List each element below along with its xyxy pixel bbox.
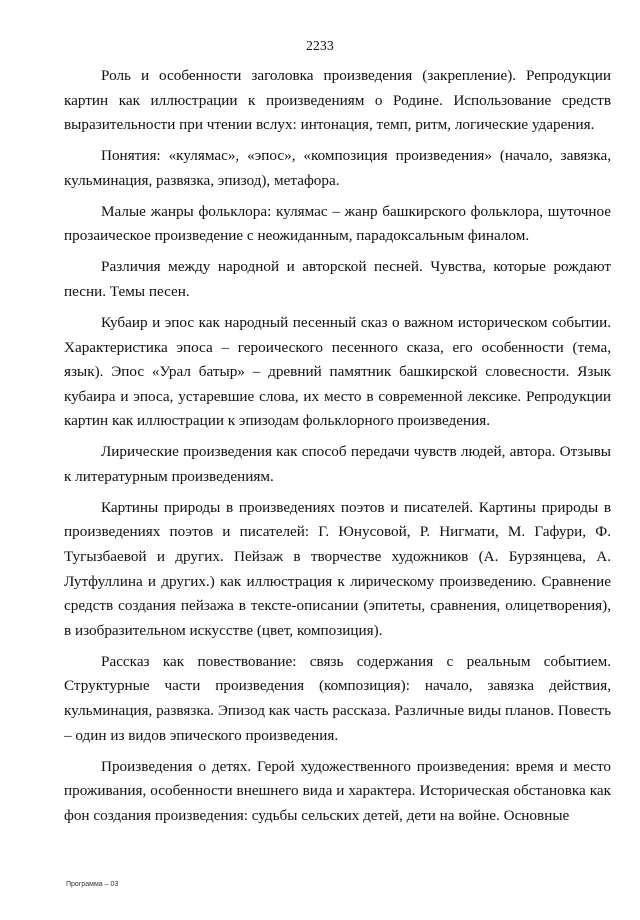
paragraph-kubair-epos: Кубаир и эпос как народный песенный сказ о важном историческом событии. Характеристика эпоса – героического песенного сказа, его особенности (тема, язык). Эпос «Урал батыр» – древний памятник башкирской словесности. Язык кубаира и эпоса, устаревшие слова, их место в современной лексике. Репродукции картин как иллюстрации к эпизодам фольклорного произведения. <box>64 313 611 430</box>
paragraph-small-genres: Малые жанры фольклора: кулямас – жанр башкирского фольклора, шуточное прозаическое произведение с неожиданным, парадоксальным финалом. <box>64 202 611 245</box>
paragraph-title-role: Роль и особенности заголовка произведения (закрепление). Репродукции картин как иллюстрации к произведениям о Родине. Использование средств выразительности при чтении вслух: интонация, темп, ритм, логические ударения. <box>64 67 611 134</box>
paragraph-story: Рассказ как повествование: связь содержания с реальным событием. Структурные части произведения (композиция): начало, завязка действия, кульминация, развязка. Эпизод как часть рассказа. Различные виды планов. Повесть – один из видов эпического произведения. <box>64 652 611 744</box>
page-number: 2233 <box>306 38 334 53</box>
paragraph-concepts: Понятия: «кулямас», «эпос», «композиция произведения» (начало, завязка, кульминация, развязка, эпизод), метафора. <box>64 147 611 189</box>
paragraph-songs: Различия между народной и авторской песней. Чувства, которые рождают песни. Темы песен. <box>64 258 611 300</box>
paragraph-lyric-works: Лирические произведения как способ передачи чувств людей, автора. Отзывы к литературным произведениям. <box>64 443 611 485</box>
paragraph-children-works: Произведения о детях. Герой художественного произведения: время и место проживания, особенности внешнего вида и характера. Историческая обстановка как фон создания произведения: судьбы сельских детей, дети на войне. Основные <box>64 757 611 824</box>
footer-label: Программа – 03 <box>66 881 119 888</box>
paragraph-nature-pictures: Картины природы в произведениях поэтов и писателей. Картины природы в произведениях поэтов и писателей: Г. Юнусовой, Р. Нигмати, М. Гафури, Ф. Тугызбаевой и других. Пейзаж в творчестве художников (А. Бурзянцева, А. Лутфуллина и других.) как иллюстрация к лирическому произведению. Сравнение средств создания пейзажа в тексте-описании (эпитеты, сравнения, олицетворения), в изобразительном искусстве (цвет, композиция). <box>64 498 611 639</box>
body-text <box>64 64 611 835</box>
